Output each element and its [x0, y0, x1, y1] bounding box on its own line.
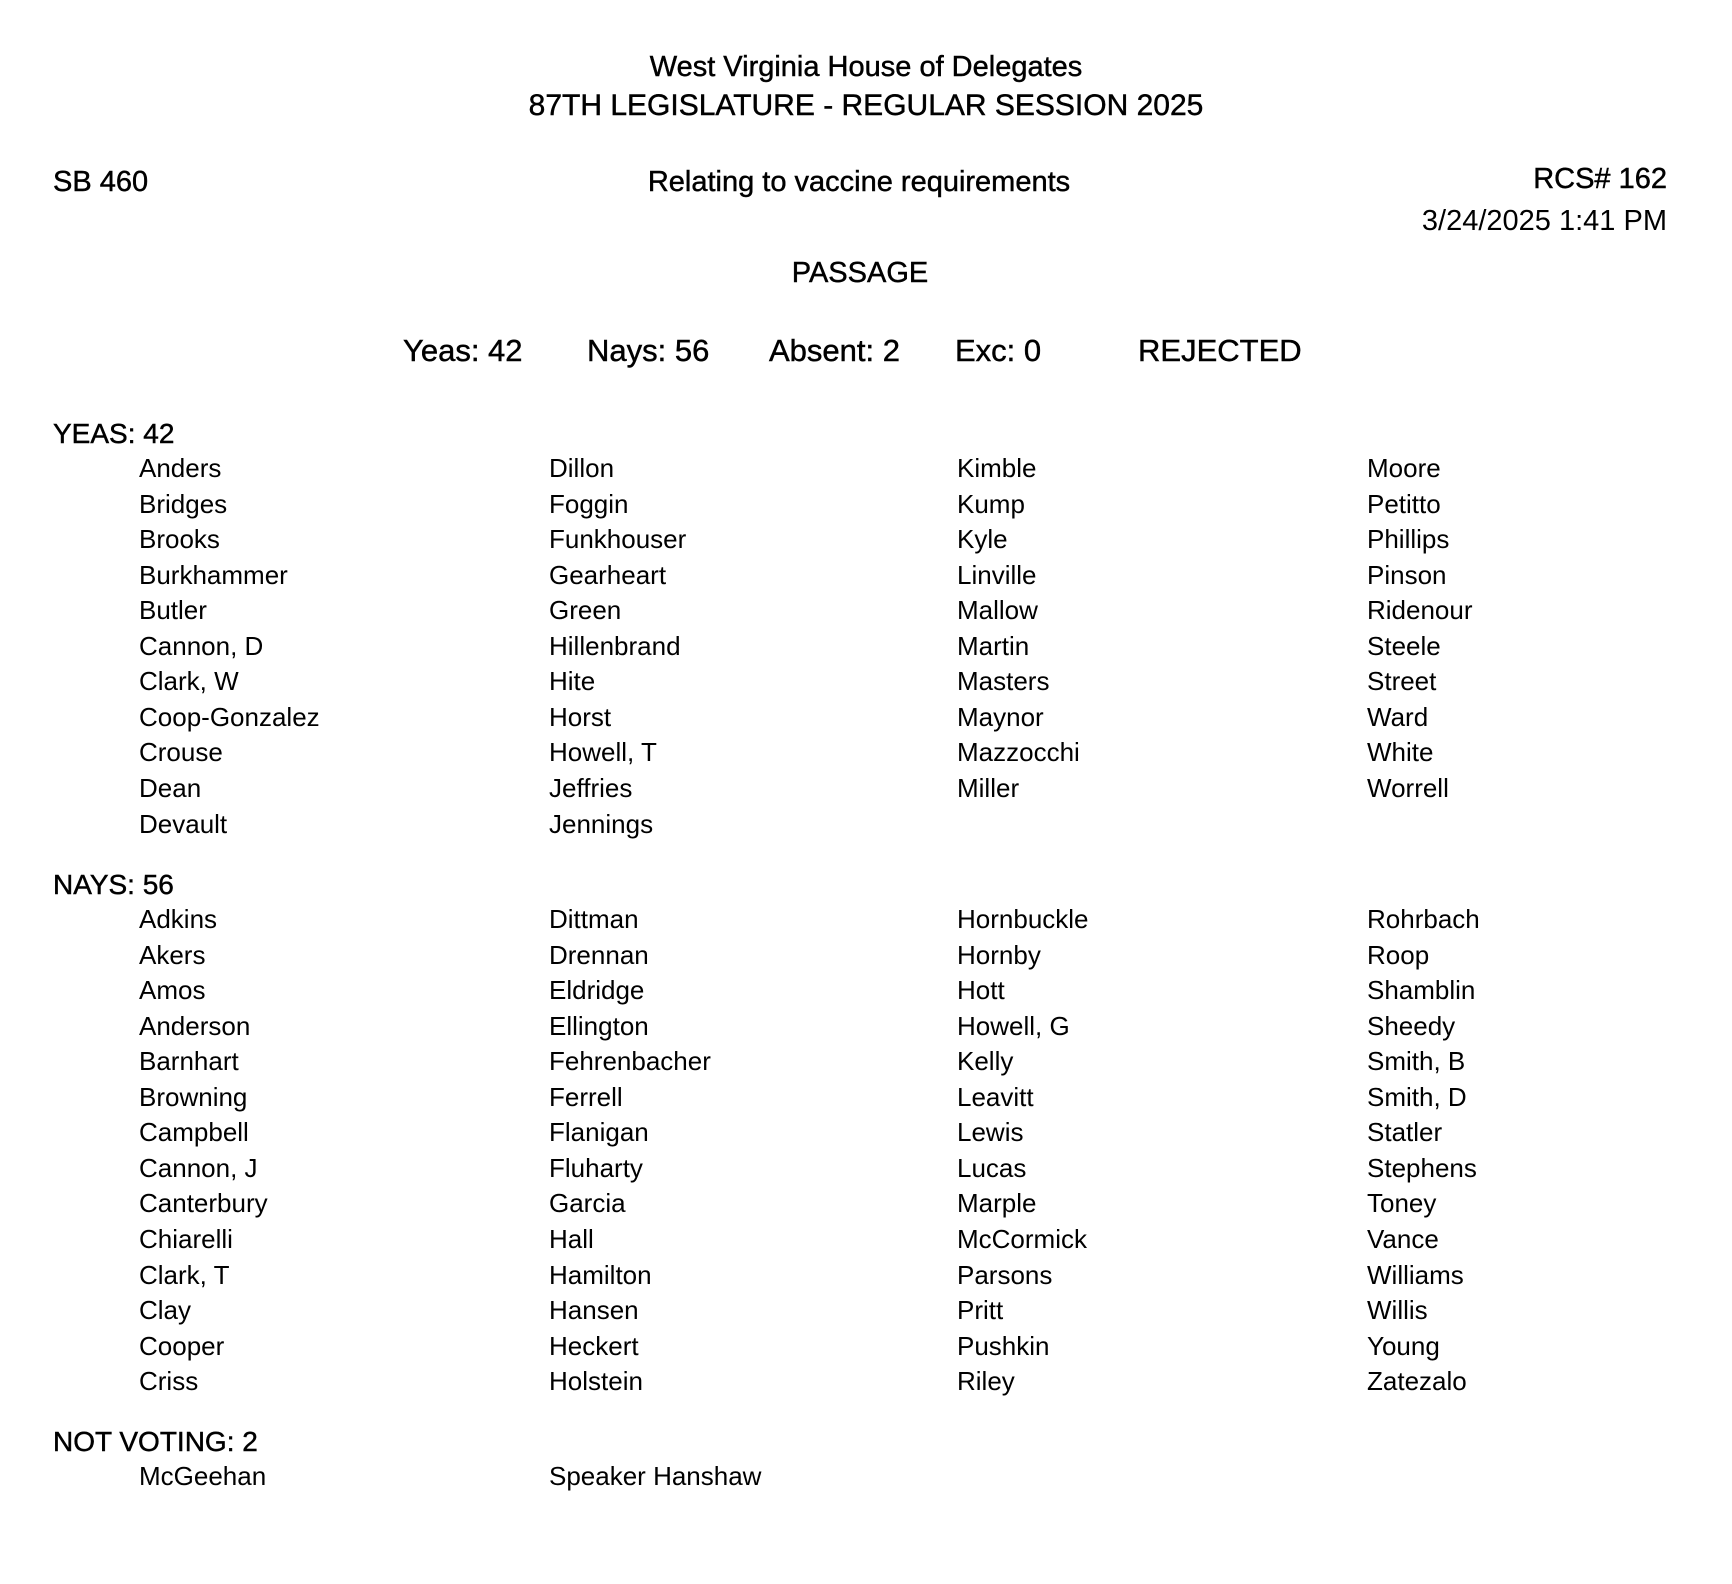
member-name: Riley: [957, 1366, 1015, 1397]
member-name: Browning: [139, 1081, 248, 1112]
bill-description: Relating to vaccine requirements: [647, 166, 1071, 198]
member-name: Green: [549, 595, 622, 626]
member-name: Sheedy: [1367, 1010, 1456, 1041]
member-name: Hite: [549, 666, 596, 697]
member-name: Jennings: [549, 808, 654, 839]
member-name: Hott: [957, 975, 1005, 1006]
member-name: Gearheart: [549, 559, 667, 590]
member-name: Miller: [957, 773, 1020, 803]
bill-number: SB 460: [53, 166, 149, 198]
member-name: Stephens: [1367, 1152, 1477, 1183]
member-name: Adkins: [139, 904, 218, 934]
session-title: 87TH LEGISLATURE - REGULAR SESSION 2025: [528, 89, 1204, 122]
member-name: Vance: [1367, 1224, 1439, 1254]
member-name: Linville: [957, 559, 1037, 590]
document-title: West Virginia House of Delegates: [649, 51, 1083, 83]
member-name: White: [1367, 737, 1434, 768]
member-name: Kump: [957, 488, 1025, 519]
member-name: McGeehan: [139, 1461, 267, 1491]
member-name: Statler: [1367, 1117, 1443, 1148]
member-name: Hansen: [549, 1295, 639, 1325]
member-name: Brooks: [139, 524, 220, 555]
member-name: Campbell: [139, 1117, 249, 1148]
member-name: Lucas: [957, 1152, 1027, 1183]
member-name: Marple: [957, 1188, 1037, 1219]
member-name: Butler: [139, 595, 207, 626]
member-name: Worrell: [1367, 773, 1449, 803]
member-name: Criss: [139, 1366, 199, 1397]
member-name: Anderson: [139, 1010, 251, 1041]
member-name: Burkhammer: [139, 559, 288, 590]
member-name: Garcia: [549, 1188, 626, 1219]
member-name: Phillips: [1367, 524, 1450, 555]
member-name: Williams: [1367, 1259, 1464, 1290]
member-name: Cannon, D: [139, 630, 264, 661]
member-name: Ellington: [549, 1010, 649, 1041]
motion-type: PASSAGE: [791, 257, 929, 289]
member-name: Kimble: [957, 453, 1037, 483]
roll-call-number: RCS# 162: [1533, 163, 1667, 195]
member-name: Dean: [139, 773, 202, 803]
member-name: Shamblin: [1367, 975, 1476, 1006]
member-name: Kyle: [957, 524, 1008, 555]
vote-result: REJECTED: [1138, 333, 1302, 368]
member-name: Hillenbrand: [549, 630, 681, 661]
member-name: Dillon: [549, 453, 615, 483]
member-name: Zatezalo: [1367, 1366, 1467, 1397]
member-name: Martin: [957, 630, 1030, 661]
member-name: Hamilton: [549, 1259, 652, 1290]
member-name: Toney: [1367, 1188, 1437, 1219]
member-name: Pinson: [1367, 559, 1447, 590]
member-name: Devault: [139, 808, 228, 839]
member-name: Hall: [549, 1224, 594, 1254]
section-heading-nays: NAYS: 56: [53, 869, 174, 900]
member-name: Flanigan: [549, 1117, 649, 1148]
vote-datetime: 3/24/2025 1:41 PM: [1421, 205, 1667, 237]
tally-absent: Absent: 2: [769, 333, 900, 368]
member-name: Rohrbach: [1367, 904, 1480, 934]
member-name: Cooper: [139, 1330, 225, 1361]
member-name: Ridenour: [1367, 595, 1473, 626]
member-name: Clark, W: [139, 666, 239, 697]
member-name: Akers: [139, 939, 206, 970]
member-name: Young: [1367, 1330, 1440, 1361]
member-name: Roop: [1367, 939, 1430, 970]
member-name: Ferrell: [549, 1081, 623, 1112]
tally-excused: Exc: 0: [955, 333, 1042, 368]
member-name: Dittman: [549, 904, 639, 934]
member-name: Leavitt: [957, 1081, 1034, 1112]
member-name: Howell, T: [549, 737, 657, 768]
member-name: Drennan: [549, 939, 649, 970]
member-name: Heckert: [549, 1330, 639, 1361]
member-name: Canterbury: [139, 1188, 268, 1219]
member-name: Crouse: [139, 737, 223, 768]
member-name: Bridges: [139, 488, 228, 519]
member-name: Smith, D: [1367, 1081, 1467, 1112]
member-name: Jeffries: [549, 773, 633, 803]
member-name: Foggin: [549, 488, 629, 519]
member-name: Mallow: [957, 595, 1038, 626]
member-name: McCormick: [957, 1224, 1087, 1254]
member-name: Fehrenbacher: [549, 1046, 711, 1077]
member-name: Howell, G: [957, 1010, 1070, 1041]
member-name: Hornbuckle: [957, 904, 1089, 934]
member-name: Ward: [1367, 701, 1429, 732]
member-name: Pushkin: [957, 1330, 1050, 1361]
member-name: Fluharty: [549, 1152, 643, 1183]
member-name: Moore: [1367, 453, 1441, 483]
member-name: Chiarelli: [139, 1224, 233, 1254]
member-name: Petitto: [1367, 488, 1441, 519]
member-name: Mazzocchi: [957, 737, 1080, 768]
member-name: Pritt: [957, 1295, 1004, 1325]
member-name: Clark, T: [139, 1259, 230, 1290]
member-name: Lewis: [957, 1117, 1024, 1148]
member-name: Masters: [957, 666, 1050, 697]
member-name: Maynor: [957, 701, 1044, 732]
tally-nays: Nays: 56: [587, 333, 710, 368]
section-heading-yeas: YEAS: 42: [53, 418, 175, 449]
member-name: Steele: [1367, 630, 1441, 661]
member-name: Willis: [1367, 1295, 1428, 1325]
member-name: Hornby: [957, 939, 1041, 970]
member-name: Cannon, J: [139, 1152, 258, 1183]
member-name: Funkhouser: [549, 524, 687, 555]
member-name: Anders: [139, 453, 222, 483]
member-name: Amos: [139, 975, 206, 1006]
member-name: Street: [1367, 666, 1437, 697]
member-name: Horst: [549, 701, 612, 732]
member-name: Clay: [139, 1295, 192, 1325]
tally-yeas: Yeas: 42: [403, 333, 523, 368]
member-name: Smith, B: [1367, 1046, 1466, 1077]
member-name: Parsons: [957, 1259, 1053, 1290]
member-name: Kelly: [957, 1046, 1014, 1077]
member-name: Eldridge: [549, 975, 645, 1006]
member-name: Holstein: [549, 1366, 643, 1397]
member-name: Coop-Gonzalez: [139, 701, 320, 732]
member-name: Speaker Hanshaw: [549, 1461, 762, 1491]
section-heading-not-voting: NOT VOTING: 2: [53, 1426, 258, 1457]
member-name: Barnhart: [139, 1046, 239, 1077]
